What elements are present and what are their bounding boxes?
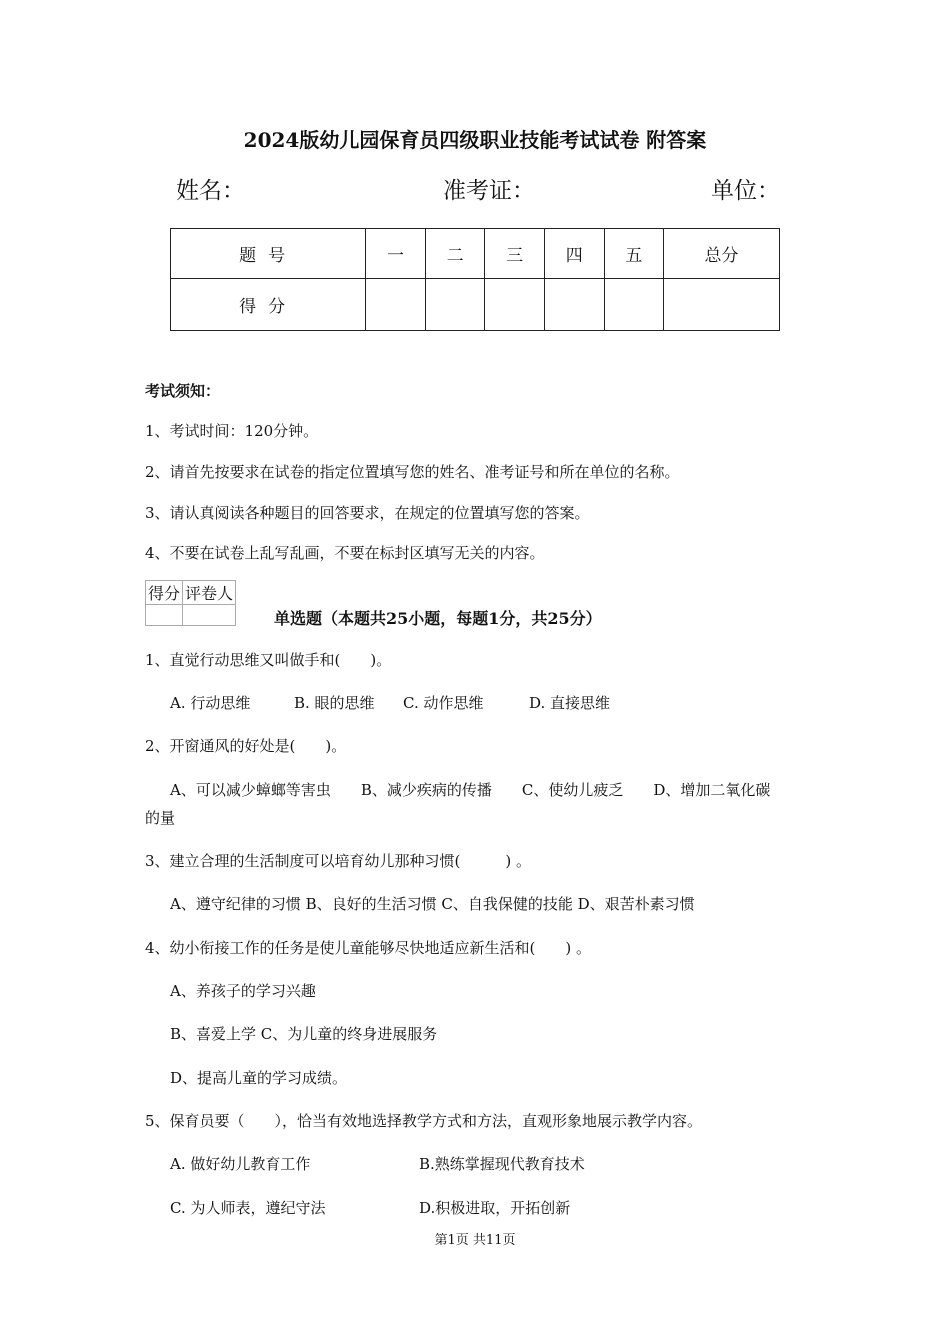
- score-table: [170, 228, 780, 331]
- notice-heading: 考试须知：: [145, 382, 221, 400]
- unit-label: 单位：: [711, 178, 780, 204]
- score-table-cell: 三: [485, 229, 545, 279]
- grader-score-label: 得分: [146, 581, 183, 605]
- score-input-cell[interactable]: [366, 279, 426, 331]
- score-table-cell: 二: [425, 229, 485, 279]
- score-input-cell[interactable]: [425, 279, 485, 331]
- option: A、遵守纪律的习惯 B、良好的生活习惯 C、自我保健的技能 D、艰苦朴素习惯: [170, 895, 695, 913]
- score-table-score-row: [171, 279, 780, 331]
- option: A. 做好幼儿教育工作: [170, 1155, 311, 1173]
- document-title: 2024版幼儿园保育员四级职业技能考试试卷 附答案: [243, 128, 707, 152]
- option: D、提高儿童的学习成绩。: [170, 1069, 348, 1087]
- option: D.积极进取，开拓创新: [419, 1199, 571, 1217]
- option: 的量: [145, 809, 176, 827]
- grader-name-label: 评卷人: [183, 581, 236, 605]
- option: A. 行动思维: [170, 694, 251, 712]
- option: C. 动作思维: [403, 694, 484, 712]
- question-stem: 2、开窗通风的好处是( )。: [145, 737, 347, 755]
- score-table-cell: 题号: [171, 229, 366, 279]
- option: B.熟练掌握现代教育技术: [419, 1155, 585, 1173]
- score-table-cell: 总分: [664, 229, 780, 279]
- score-table-cell: 一: [366, 229, 426, 279]
- grader-box: [145, 580, 236, 626]
- option: B、喜爱上学 C、为儿童的终身进展服务: [170, 1025, 438, 1043]
- score-table-cell: 四: [544, 229, 604, 279]
- score-input-cell[interactable]: [485, 279, 545, 331]
- option: D. 直接思维: [529, 694, 611, 712]
- score-table-cell: 得分: [171, 279, 366, 331]
- notice-item: 1、考试时间：120分钟。: [145, 422, 319, 440]
- score-input-cell[interactable]: [604, 279, 664, 331]
- score-table-header-row: [171, 229, 780, 279]
- score-input-cell[interactable]: [544, 279, 604, 331]
- notice-item: 4、不要在试卷上乱写乱画，不要在标封区填写无关的内容。: [145, 544, 545, 562]
- notice-item: 3、请认真阅读各种题目的回答要求，在规定的位置填写您的答案。: [145, 504, 590, 522]
- score-input-cell[interactable]: [664, 279, 780, 331]
- option: A、养孩子的学习兴趣: [170, 982, 316, 1000]
- page-footer: 第1页 共11页: [434, 1233, 516, 1248]
- grader-name-cell[interactable]: [183, 605, 236, 626]
- question-stem: 1、直觉行动思维又叫做手和( )。: [145, 651, 392, 669]
- notice-item: 2、请首先按要求在试卷的指定位置填写您的姓名、准考证号和所在单位的名称。: [145, 463, 680, 481]
- question-stem: 4、幼小衔接工作的任务是使儿童能够尽快地适应新生活和( ) 。: [145, 939, 592, 957]
- option: C. 为人师表，遵纪守法: [170, 1199, 326, 1217]
- name-label: 姓名：: [176, 178, 245, 204]
- question-stem: 5、保育员要（ ），恰当有效地选择教学方式和方法，直观形象地展示教学内容。: [145, 1112, 703, 1130]
- exam-id-label: 准考证：: [443, 178, 535, 204]
- option: A、可以减少蟑螂等害虫 B、减少疾病的传播 C、使幼儿疲乏 D、增加二氧化碳: [170, 781, 771, 799]
- section-title: 单选题（本题共25小题，每题1分，共25分）: [274, 609, 602, 628]
- score-table-cell: 五: [604, 229, 664, 279]
- grader-score-cell[interactable]: [146, 605, 183, 626]
- question-stem: 3、建立合理的生活制度可以培育幼儿那种习惯( ) 。: [145, 852, 532, 870]
- option: B. 眼的思维: [294, 694, 375, 712]
